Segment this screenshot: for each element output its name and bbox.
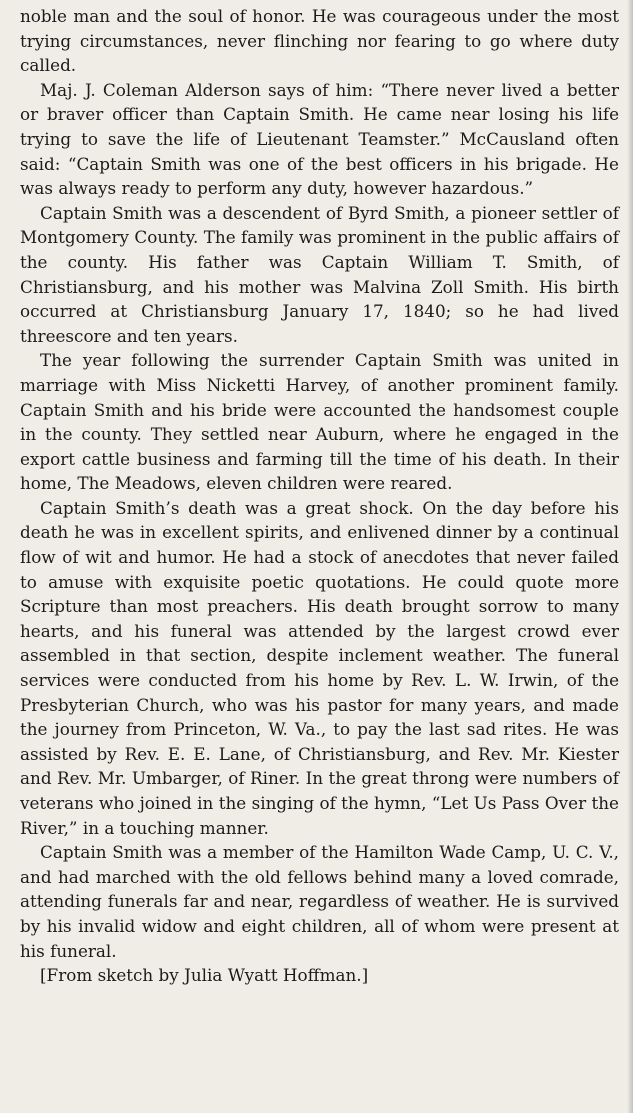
page-edge-shadow <box>627 0 633 1113</box>
paragraph-death-funeral: Captain Smith’s death was a great shock. On the day before his death he was in excellent spirits, and enlivened dinner by a continual flow of wit and humor. He had a stock of anecdotes that never failed to amuse with exquisite poetic quotations. He could quote more Scripture than most preachers. His death brought sorrow to many hearts, and his funeral was attended by the largest crowd ever assembled in that section, despite inclement weather. The funeral services were conducted from his home by Rev. L. W. Irwin, of the Presbyterian Church, who was his pastor for many years, and made the journey from Princeton, W. Va., to pay the last sad rites. He was assisted by Rev. E. E. Lane, of Christiansburg, and Rev. Mr. Kiester and Rev. Mr. Umbarger, of Riner. In the great throng were numbers of veterans who joined in the singing of the hymn, “Let Us Pass Over the River,” in a touching manner. <box>20 497 619 838</box>
paragraph-continuation: noble man and the soul of honor. He was courageous under the most trying circumstances, never flinching nor fearing to go where duty called. <box>20 6 619 76</box>
paragraph-ancestry: Captain Smith was a descendent of Byrd Smith, a pioneer settler of Montgomery County. The family was prominent in the public affairs of the county. His father was Captain William T. Smith, of Christiansburg, and his mother was Malvina Zoll Smith. His birth occurred at Christiansburg January 17, 1840; so he had lived threescore and ten years. <box>20 202 619 346</box>
paragraph-camp-survivors: Captain Smith was a member of the Hamilton Wade Camp, U. C. V., and had marched with the old fellows behind many a loved comrade, attending funerals far and near, regardless of weather. He is survived by his invalid widow and eight children, all of whom were present at his funeral. <box>20 842 619 961</box>
source-attribution: [From sketch by Julia Wyatt Hoffman.] <box>40 965 369 986</box>
paragraph-alderson-quote: Maj. J. Coleman Alderson says of him: “There never lived a better or braver officer than Captain Smith. He came near losing his life trying to save the life of Lieutenant Teamster.” McCausland often said: “Captain Smith was one of the best officers in his brigade. He was always ready to perform any duty, however hazardous.” <box>20 79 619 199</box>
paragraph-marriage: The year following the surrender Captain Smith was united in marriage with Miss Nicketti Harvey, of another prominent family. Captain Smith and his bride were accounted the handsomest couple in the county. They settled near Auburn, where he engaged in the export cattle business and farming till the time of his death. In their home, The Meadows, eleven children were reared. <box>20 350 619 494</box>
